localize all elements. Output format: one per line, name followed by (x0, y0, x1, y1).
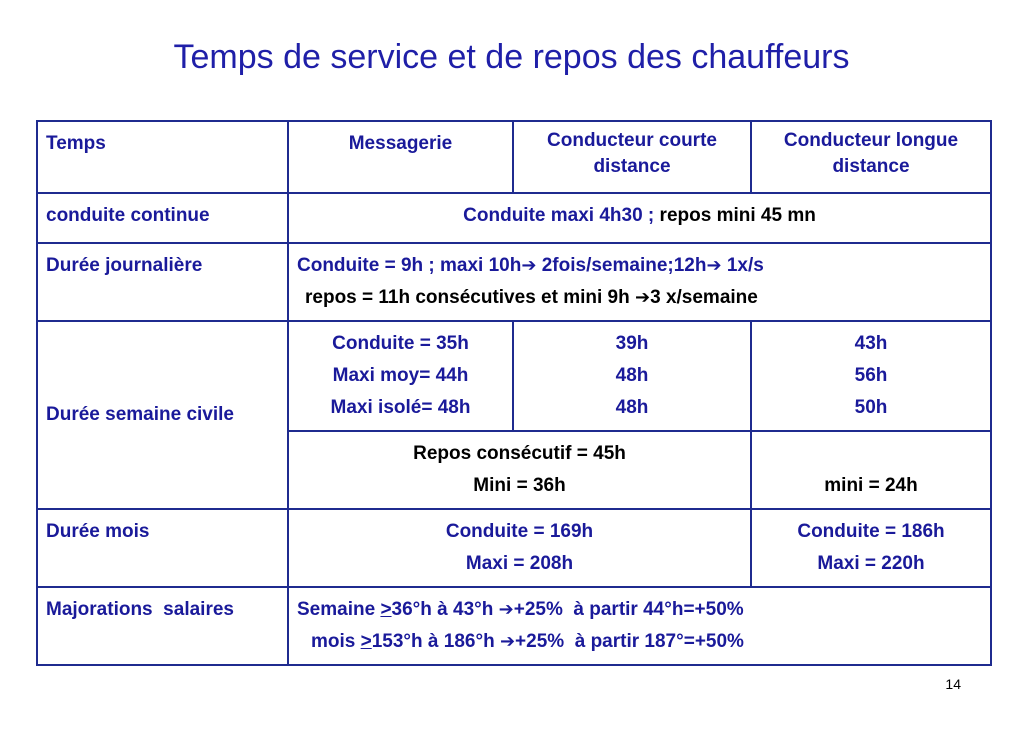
mois-left-value (288, 509, 751, 587)
header-courte-distance (513, 121, 751, 193)
header-longue-l1: Conducteur longue (783, 130, 959, 151)
conduite-continue-value (288, 193, 991, 243)
row-label: Durée semaine civile (37, 321, 288, 509)
journaliere-l1-c: 1x/s (726, 255, 764, 276)
conduite-continue-text-a: Conduite maxi 4h30 ; (463, 205, 655, 226)
maj-l1-a: Semaine (297, 599, 381, 620)
row-label: Majorations salaires (37, 587, 288, 665)
row-majorations-salaires (37, 587, 991, 665)
semaine-messagerie-l3: Maxi isolé= 48h (330, 397, 471, 418)
duree-journaliere-value (288, 243, 991, 321)
maj-l2-c: +25% à partir 187°=+50% (515, 631, 744, 652)
page-title: Temps de service et de repos des chauffeurs (173, 38, 850, 76)
semaine-courte-l3: 48h (615, 397, 649, 418)
maj-l1-gt: > (380, 599, 392, 620)
semaine-courte-l2: 48h (615, 365, 649, 386)
row-label: conduite continue (37, 193, 288, 243)
journaliere-line-2 (297, 282, 982, 314)
mois-left-l2: Maxi = 208h (465, 553, 574, 574)
semaine-longue (751, 321, 991, 431)
header-longue-l2: distance (832, 156, 910, 177)
semaine-longue-l1: 43h (854, 333, 888, 354)
header-messagerie: Messagerie (288, 121, 513, 193)
row-duree-semaine-civile (37, 321, 991, 431)
semaine-longue-l3: 50h (854, 397, 888, 418)
header-courte-l2: distance (593, 156, 671, 177)
repos-l1: Repos consécutif = 45h (413, 443, 626, 464)
page-number: 14 (945, 676, 961, 692)
header-row (37, 121, 991, 193)
majorations-value (288, 587, 991, 665)
journaliere-l2-b: 3 x/semaine (650, 287, 758, 308)
journaliere-l1-a: Conduite = 9h ; maxi 10h (297, 255, 522, 276)
maj-l1-b: 36°h à 43°h (391, 599, 499, 620)
journaliere-l1-b: 2fois/semaine;12h (541, 255, 707, 276)
conduite-continue-text-b: repos mini 45 mn (659, 205, 816, 226)
maj-l2-a: mois (311, 631, 361, 652)
mois-right-value (751, 509, 991, 587)
maj-l2-b: 153°h à 186°h (371, 631, 500, 652)
mois-right-l1: Conduite = 186h (797, 521, 945, 542)
row-duree-journaliere (37, 243, 991, 321)
arrow-right-icon: ➔ (498, 599, 514, 620)
arrow-right-icon: ➔ (706, 255, 722, 276)
journaliere-l2-a: repos = 11h consécutives et mini 9h (305, 287, 630, 308)
mois-right-l2: Maxi = 220h (817, 553, 925, 574)
majorations-line-2 (297, 626, 982, 658)
arrow-right-icon: ➔ (499, 631, 516, 652)
mois-left-l1: Conduite = 169h (445, 521, 594, 542)
row-conduite-continue (37, 193, 991, 243)
header-temps: Temps (37, 121, 288, 193)
repos-longue-value: mini = 24h (751, 431, 991, 509)
semaine-longue-l2: 56h (854, 365, 888, 386)
majorations-line-1 (297, 594, 982, 626)
maj-l1-c: +25% à partir 44°h=+50% (513, 599, 744, 620)
arrow-right-icon: ➔ (521, 255, 537, 276)
driving-time-table (36, 120, 992, 666)
header-courte-l1: Conducteur courte (547, 130, 717, 151)
arrow-right-icon: ➔ (635, 287, 651, 308)
row-label: Durée mois (37, 509, 288, 587)
repos-l2: Mini = 36h (473, 475, 566, 496)
row-duree-mois (37, 509, 991, 587)
journaliere-line-1 (297, 250, 982, 282)
semaine-courte-l1: 39h (615, 333, 649, 354)
maj-l2-gt: > (360, 631, 372, 652)
semaine-messagerie-l1: Conduite = 35h (332, 333, 469, 354)
semaine-messagerie-l2: Maxi moy= 44h (332, 365, 469, 386)
repos-consecutif-value (288, 431, 751, 509)
header-longue-distance (751, 121, 991, 193)
row-label: Durée journalière (37, 243, 288, 321)
semaine-courte (513, 321, 751, 431)
semaine-messagerie (288, 321, 513, 431)
